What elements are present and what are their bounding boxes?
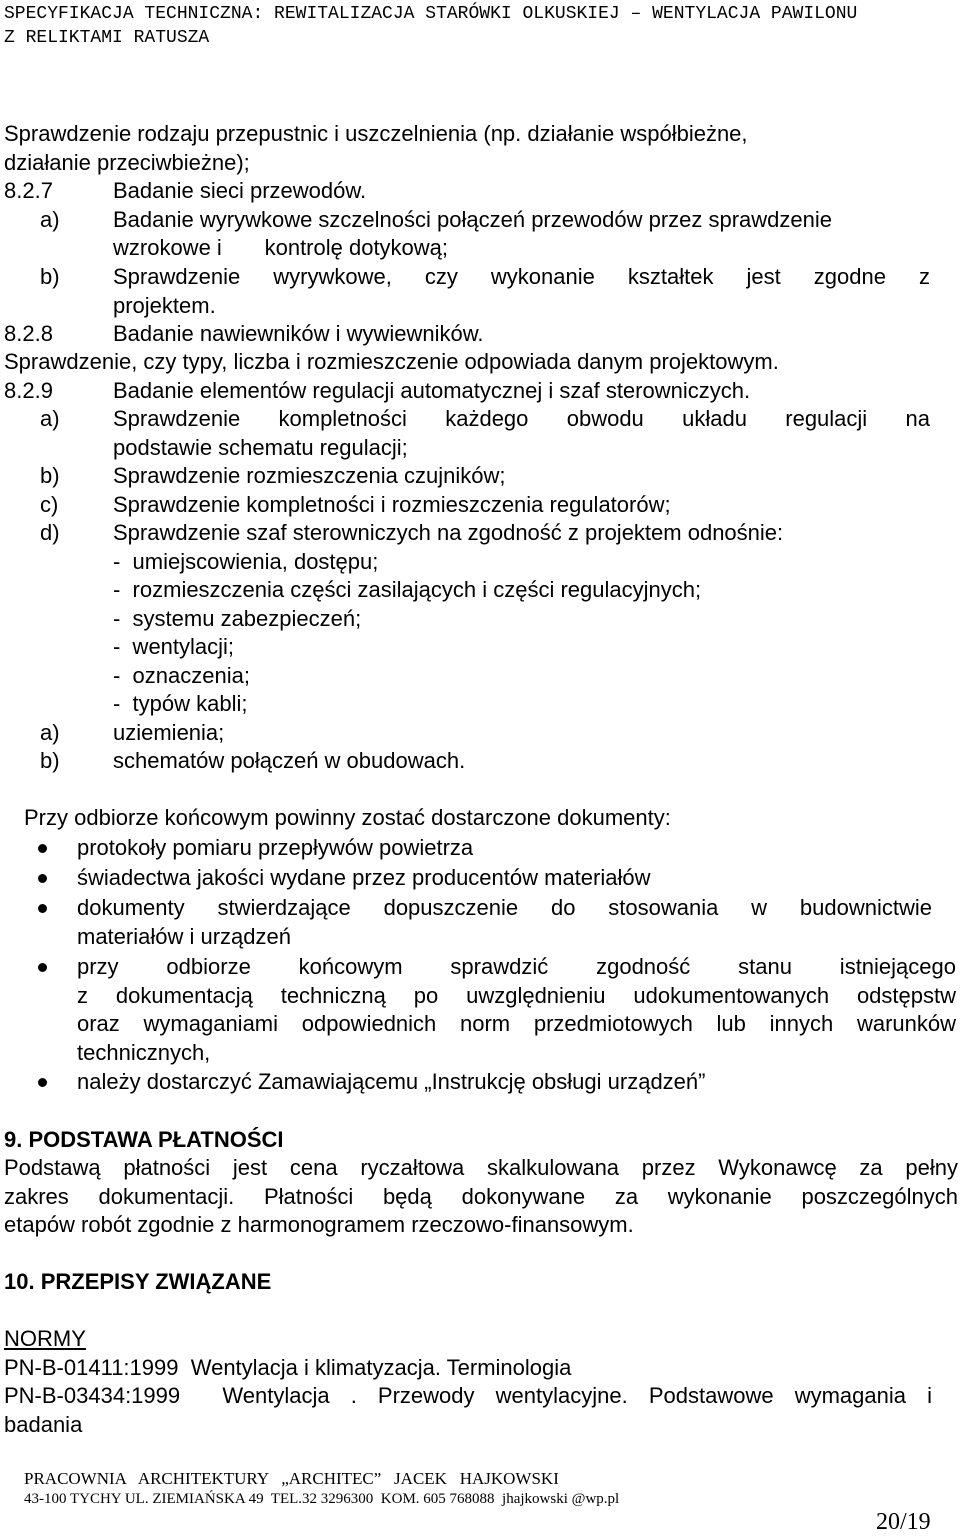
list-item-text: projektem.: [113, 293, 216, 318]
section-number: 8.2.7: [4, 178, 53, 203]
bullet-item-text: oraz wymaganiami odpowiednich norm przedmiotowych lub innych warunków: [77, 1011, 956, 1036]
bullet-item-text: protokoły pomiaru przepływów powietrza: [77, 835, 474, 860]
list-label: c): [40, 492, 59, 517]
list-label: a): [40, 720, 60, 745]
list-item-text: podstawie schematu regulacji;: [113, 435, 408, 460]
dash-item: - rozmieszczenia części zasilających i części regulacyjnych;: [113, 577, 702, 602]
paragraph-line: Podstawą płatności jest cena ryczałtowa skalkulowana przez Wykonawcę za pełny: [4, 1155, 958, 1180]
bullet-icon: [38, 904, 47, 913]
bullet-item-text: dokumenty stwierdzające dopuszczenie do stosowania w budownictwie: [77, 895, 932, 920]
list-item-text: wzrokowe i kontrolę dotykową;: [113, 235, 449, 260]
norm-item: PN-B-03434:1999 Wentylacja . Przewody wentylacyjne. Podstawowe wymagania i: [4, 1383, 932, 1408]
list-item-text: Sprawdzenie kompletności każdego obwodu układu regulacji na: [113, 406, 930, 431]
norms-heading: NORMY: [4, 1326, 86, 1351]
dash-item: - umiejscowienia, dostępu;: [113, 549, 379, 574]
header-title-line-2: Z RELIKTAMI RATUSZA: [4, 28, 210, 48]
bullet-icon: [38, 1078, 47, 1087]
bullet-icon: [38, 874, 47, 883]
norm-item: badania: [4, 1412, 83, 1437]
bullet-item-text: należy dostarczyć Zamawiającemu „Instrukcję obsługi urządzeń”: [77, 1069, 706, 1094]
page-number: 20/19: [876, 1509, 931, 1535]
bullet-item-text: przy odbiorze końcowym sprawdzić zgodność stanu istniejącego: [77, 954, 956, 979]
list-label: b): [40, 264, 60, 289]
norm-item: PN-B-01411:1999 Wentylacja i klimatyzacja. Terminologia: [4, 1355, 572, 1380]
list-item-text: Sprawdzenie kompletności i rozmieszczenia regulatorów;: [113, 492, 671, 517]
dash-item: - oznaczenia;: [113, 663, 250, 688]
paragraph-line: Przy odbiorze końcowym powinny zostać dostarczone dokumenty:: [24, 805, 671, 830]
section-heading: 10. PRZEPISY ZWIĄZANE: [4, 1269, 272, 1294]
paragraph-line: Sprawdzenie rodzaju przepustnic i uszczelnienia (np. działanie współbieżne,: [4, 121, 748, 146]
section-heading: 9. PODSTAWA PŁATNOŚCI: [4, 1127, 284, 1152]
list-label: a): [40, 207, 60, 232]
bullet-item-text: świadectwa jakości wydane przez producentów materiałów: [77, 865, 651, 890]
bullet-icon: [38, 963, 47, 972]
bullet-item-text: materiałów i urządzeń: [77, 924, 291, 949]
list-item-text: schematów połączeń w obudowach.: [113, 748, 466, 773]
section-number: 8.2.8: [4, 321, 53, 346]
list-item-text: Badanie wyrywkowe szczelności połączeń przewodów przez sprawdzenie: [113, 207, 833, 232]
bullet-item-text: technicznych,: [77, 1040, 211, 1065]
list-item-text: Sprawdzenie szaf sterowniczych na zgodność z projektem odnośnie:: [113, 520, 784, 545]
section-title: Badanie elementów regulacji automatycznej i szaf sterowniczych.: [113, 378, 751, 403]
bullet-icon: [38, 844, 47, 853]
section-title: Badanie sieci przewodów.: [113, 178, 367, 203]
paragraph-line: działanie przeciwbieżne);: [4, 150, 250, 175]
paragraph-line: Sprawdzenie, czy typy, liczba i rozmieszczenie odpowiada danym projektowym.: [4, 349, 779, 374]
header-title-line-1: SPECYFIKACJA TECHNICZNA: REWITALIZACJA STARÓWKI OLKUSKIEJ – WENTYLACJA PAWILONU: [4, 4, 858, 24]
paragraph-line: zakres dokumentacji. Płatności będą dokonywane za wykonanie poszczególnych: [4, 1184, 958, 1209]
list-item-text: Sprawdzenie rozmieszczenia czujników;: [113, 463, 506, 488]
list-label: a): [40, 406, 60, 431]
footer-address: 43-100 TYCHY UL. ZIEMIAŃSKA 49 TEL.32 3296300 KOM. 605 768088 jhajkowski @wp.pl: [24, 1491, 620, 1507]
paragraph-line: etapów robót zgodnie z harmonogramem rzeczowo-finansowym.: [4, 1212, 634, 1237]
list-label: b): [40, 748, 60, 773]
dash-item: - wentylacji;: [113, 634, 235, 659]
dash-item: - systemu zabezpieczeń;: [113, 606, 362, 631]
list-item-text: Sprawdzenie wyrywkowe, czy wykonanie kształtek jest zgodne z: [113, 264, 930, 289]
list-item-text: uziemienia;: [113, 720, 225, 745]
list-label: d): [40, 520, 60, 545]
footer-firm-name: PRACOWNIA ARCHITEKTURY „ARCHITEC” JACEK HAJKOWSKI: [24, 1469, 559, 1488]
bullet-item-text: z dokumentacją techniczną po uwzględnieniu udokumentowanych odstępstw: [77, 983, 956, 1008]
section-number: 8.2.9: [4, 378, 53, 403]
list-label: b): [40, 463, 60, 488]
dash-item: - typów kabli;: [113, 691, 248, 716]
section-title: Badanie nawiewników i wywiewników.: [113, 321, 484, 346]
